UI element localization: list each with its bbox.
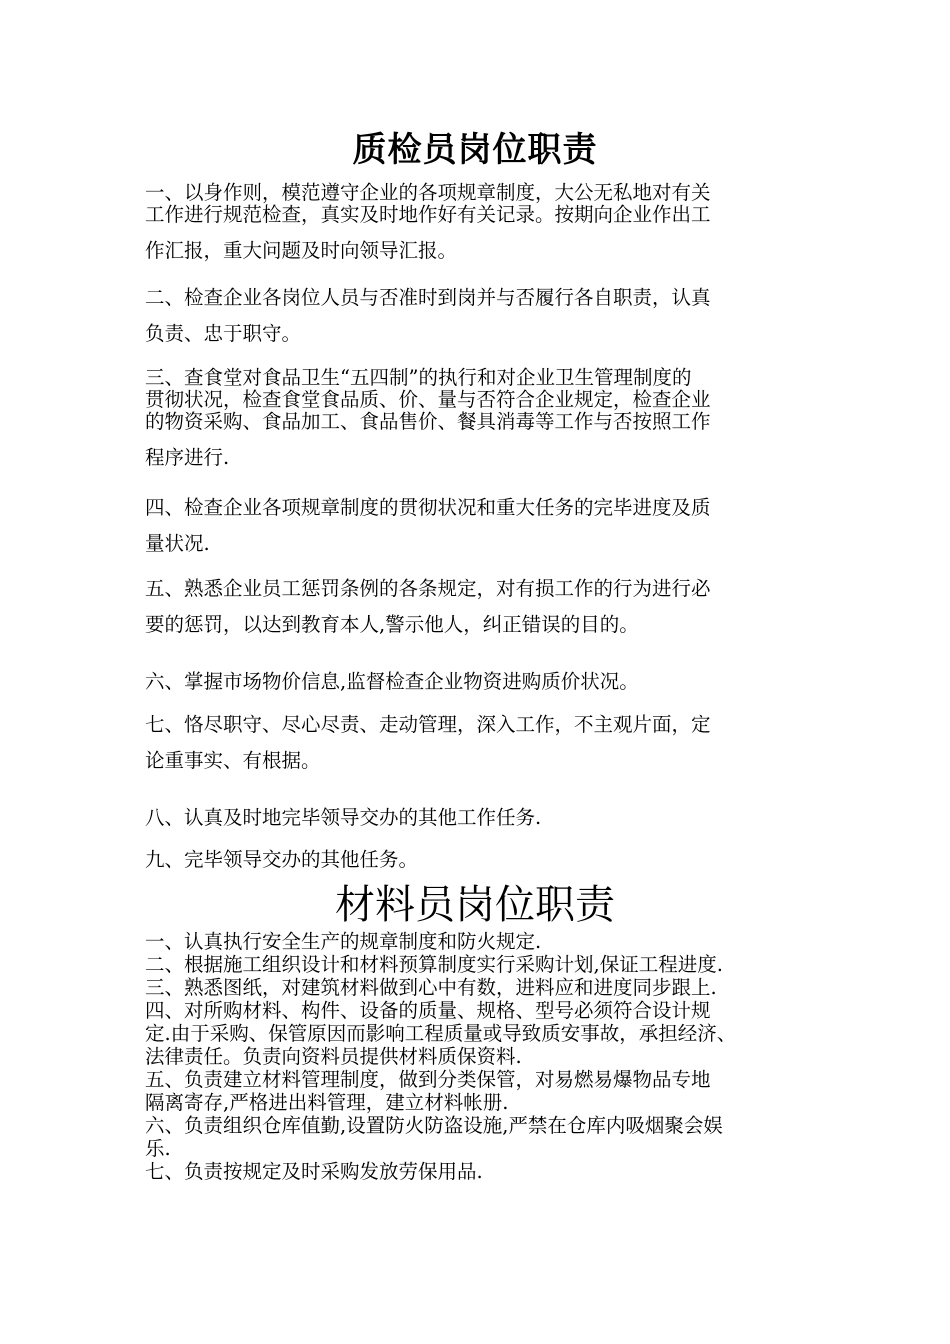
duty-line: 三、熟悉图纸，对建筑材料做到心中有数，进料应和进度同步跟上.	[145, 976, 717, 999]
duty-line: 法律责任。负责向资料员提供材料质保资料.	[145, 1045, 522, 1068]
duty-line: 七、恪尽职守、尽心尽责、走动管理，深入工作，不主观片面，定	[145, 714, 711, 736]
section-1-title: 质检员岗位职责	[352, 130, 598, 170]
duty-item-2	[145, 287, 805, 345]
duty-line: 四、检查企业各项规章制度的贯彻状况和重大任务的完毕进度及质	[145, 497, 711, 519]
duty-line: 量状况.	[145, 533, 210, 555]
duty-line: 论重事实、有根据。	[145, 750, 321, 772]
duty-line: 五、熟悉企业员工惩罚条例的各条规定，对有损工作的行为进行必	[145, 578, 711, 600]
duty-item-4	[145, 497, 805, 555]
duty-line: 二、根据施工组织设计和材料预算制度实行采购计划,保证工程进度.	[145, 953, 723, 976]
section-2-title: 材料员岗位职责	[335, 882, 615, 928]
duty-item-3	[145, 367, 805, 469]
duty-line: 负责、忠于职守。	[145, 323, 302, 345]
duty-line: 隔离寄存,严格进出料管理，建立材料帐册.	[145, 1091, 509, 1114]
duty-line: 六、负责组织仓库值勤,设置防火防盗设施,严禁在仓库内吸烟聚会娱	[145, 1114, 723, 1137]
duty-line: 二、检查企业各岗位人员与否准时到岗并与否履行各自职责，认真	[145, 287, 711, 309]
duty-line: 六、掌握市场物价信息,监督检查企业物资进购质价状况。	[145, 671, 639, 693]
duty-item-9	[145, 849, 805, 871]
duty-item-5	[145, 578, 805, 636]
duty-line: 九、完毕领导交办的其他任务。	[145, 849, 419, 871]
duty-line: 八、认真及时地完毕领导交办的其他工作任务.	[145, 807, 542, 829]
duty-line: 程序进行.	[145, 447, 230, 469]
section-2-body	[145, 930, 815, 1183]
duty-item-1	[145, 182, 805, 262]
duty-line: 五、负责建立材料管理制度，做到分类保管，对易燃易爆物品专地	[145, 1068, 711, 1091]
duty-line: 乐.	[145, 1137, 171, 1160]
duty-line: 四、对所购材料、构件、设备的质量、规格、型号必须符合设计规	[145, 999, 711, 1022]
duty-line: 一、认真执行安全生产的规章制度和防火规定.	[145, 930, 542, 953]
duty-line: 作汇报，重大问题及时向领导汇报。	[145, 240, 458, 262]
duty-line: 一、以身作则，模范遵守企业的各项规章制度，大公无私地对有关	[145, 182, 711, 204]
duty-line: 的物资采购、食品加工、食品售价、餐具消毒等工作与否按照工作	[145, 411, 711, 433]
duty-line: 七、负责按规定及时采购发放劳保用品.	[145, 1160, 483, 1183]
duty-item-6	[145, 671, 805, 693]
duty-line: 要的惩罚，以达到教育本人,警示他人，纠正错误的目的。	[145, 614, 639, 636]
duty-line: 定.由于采购、保管原因而影响工程质量或导致质安事故，承担经济、	[145, 1022, 737, 1045]
duty-item-7	[145, 714, 805, 772]
duty-item-8	[145, 807, 805, 829]
duty-line: 三、查食堂对食品卫生“五四制”的执行和对企业卫生管理制度的	[145, 367, 692, 389]
duty-line: 贯彻状况，检查食堂食品质、价、量与否符合企业规定，检查企业	[145, 389, 711, 411]
duty-line: 工作进行规范检查，真实及时地作好有关记录。按期向企业作出工	[145, 204, 711, 226]
